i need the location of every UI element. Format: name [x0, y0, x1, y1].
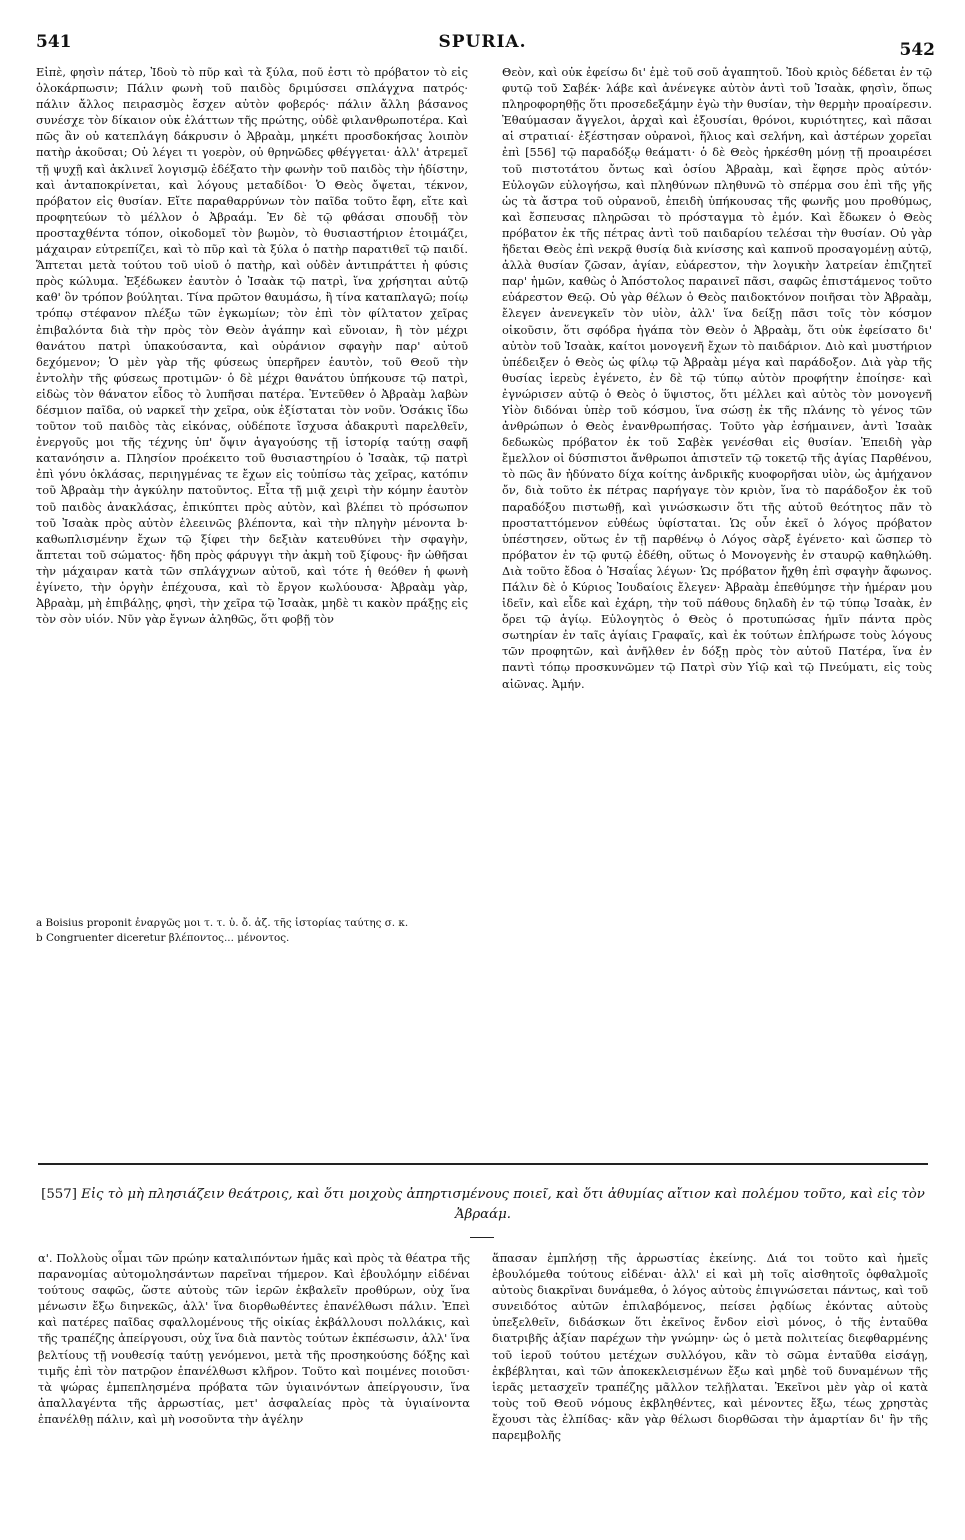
section-heading	[38, 1185, 928, 1225]
page-number-right: 542	[899, 40, 935, 60]
upper-left-text: Εἰπὲ, φησὶν πάτερ, Ἰδοὺ τὸ πῦρ καὶ τὰ ξύλα, ποῦ ἐστι τὸ πρόβατον τὸ εἰς ὁλοκάρπωσιν; Πάλιν φωνὴ τοῦ παιδὸς δριμύσσει σπλάγχνα πατρός· πάλιν ἄλλος πειρασμὸς ἔσχεν αὐτὸν φοβερός· πάλιν ἄλλη βάσανος συνέσχε τὸν δίκαιον οὐκ ἐλάττων τῆς πρώτης, οὐδὲ φιλανθρωποτέρα. Καὶ πῶς ἂν οὐ κατεπλάγη δάκρυσιν ὁ Ἀβραὰμ, μηκέτι προσδοκήσας λοιπὸν πατὴρ ἀκοῦσαι; Οὐ λέγει τι γοερὸν, οὐ θρηνῶδες φθέγγεται· ἀλλ' ἀτρεμεῖ τῇ ψυχῇ καὶ ἀκλινεῖ λογισμῷ ἐδέξατο τὴν φωνὴν τοῦ παιδὸς τὴν ἡδίστην, καὶ ἀνταποκρίνεται, καὶ λόγους μεταδίδοι· Ὁ Θεὸς ὄψεται, τέκνον, πρόβατον εἰς θυσίαν. Εἴτε παραθαρρύνων τὸν παῖδα τοῦτο ἔφη, εἴτε καὶ προφητεύων τὸ μέλλον ὁ Ἀβραάμ. Ἐν δὲ τῷ φθάσαι σπουδῇ τὸν προσταχθέντα τόπον, οἰκοδομεῖ τὸν βωμὸν, τὸ θυσιαστήριον ἑτοιμάζει, μάχαιραν εὐτρεπίζει, καὶ τὸ πῦρ καὶ τὰ ξύλα ὁ πατὴρ παρατιθεῖ τῷ παιδί. Ἅπτεται μετὰ τούτου τοῦ υἱοῦ ὁ πατὴρ, καὶ οὐδὲν ἀντιπράττει ἡ φύσις πρὸς κώλυμα. Ἐξέδωκεν ἑαυτὸν ὁ Ἰσαὰκ τῷ πατρὶ, ἵνα χρήσηται αὐτῷ καθ' ὃν τρόπον βούληται. Τίνα πρῶτον θαυμάσω, ἢ τίνα καταπλαγῶ; ποίῳ τρόπῳ στέφανον πλέξω τῶν ἐγκωμίων; τὸν ἐπὶ τὸν φίλτατον χεῖρας ἐπιβαλόντα διὰ τὴν πρὸς τὸν Θεὸν ἀγάπην καὶ εὔνοιαν, ἢ τὸν μέχρι θανάτου πατρὶ ὑπακούσαντα, καὶ οὐράνιον σφαγὴν παρ' αὐτοῦ δεχόμενον; Ὁ μὲν γὰρ τῆς φύσεως ὑπερῆρεν ἑαυτὸν, τοῦ Θεοῦ τὴν ἐντολὴν τῆς φύσεως προτιμῶν· ὁ δὲ μέχρι θανάτου ὑπήκουσε τῷ πατρὶ, εἰδὼς τὸν θάνατον εἶδος τὸ λυπῆσαι πατέρα. Ἐντεῦθεν ὁ Ἀβραὰμ λαβὼν δέσμιον παῖδα, οὐ ναρκεῖ τὴν χεῖρα, οὐκ ἐξίσταται τὸν νοῦν. Ὁσάκις ἴδω τοῦτον τοῦ παιδὸς τὰς εἰκόνας, οὐδέποτε ἴσχυσα ἀδακρυτὶ παρελθεῖν, ἐνεργοῦς μοι τῆς τέχνης ὑπ' ὄψιν ἀγαγούσης τῇ ἱστορίᾳ ταύτῃ σαφῆ κατανόησιν a. Πλησίον προέκειτο τοῦ θυσιαστηρίου ὁ Ἰσαὰκ, τῷ πατρὶ ἐπὶ γόνυ ὀκλάσας, περιηγμένας τε ἔχων εἰς τοὐπίσω τὰς χεῖρας, κατόπιν τοῦ Ἀβραὰμ τὴν ἀγκύλην πατοῦντος. Εἶτα τῇ μιᾷ χειρὶ τὴν κόμην ἑαυτὸν τοῦ παιδὸς ἀνακλάσας, ἐπικύπτει πρὸς αὐτὸν, καὶ βλέπει τὸ πρόσωπον τοῦ Ἰσαὰκ πρὸς αὐτὸν ἐλεεινῶς βλέποντα, καὶ τὴν πληγὴν μένοντα b· καθωπλισμένην ἔχων τῷ ξίφει τὴν δεξιὰν κατευθύνει τὴν σφαγὴν, ἅπτεται τοῦ σώματος· ἤδη πρὸς φάρυγγι τὴν ἀκμὴ τοῦ ξίφους· ἣν ὠθῆσαι τὴν μάχαιραν κατὰ τῶν σπλάγχνων αὐτοῦ, καὶ τότε ἡ θεόθεν ἡ φωνὴ ἐγίνετο, τὴν ὀργὴν ἐπέχουσα, καὶ τὸ ἔργον κωλύουσα· Ἀβραὰμ γὰρ, Ἀβραὰμ, μὴ ἐπιβάλῃς, φησὶ, τὴν χεῖρα τῷ Ἰσαὰκ, μηδὲ τι κακὸν πράξῃς εἰς τὸν σὸν υἱόν. Νῦν γὰρ ἔγνων ἀληθῶς, ὅτι φοβῇ τὸν	[36, 65, 468, 627]
section-title-text: Εἰς τὸ μὴ πλησιάζειν θεάτροις, καὶ ὅτι μοιχοὺς ἀπηρτισμένους ποιεῖ, καὶ ὅτι ἀθυμίας αἴτιον καὶ πολέμου τοῦτο, καὶ εἰς τὸν Ἀβραάμ.	[81, 1187, 925, 1222]
lower-left-text: α'. Πολλοὺς οἶμαι τῶν πρώην καταλιπόντων ἡμᾶς καὶ πρὸς τὰ θέατρα τῆς παρανομίας αὐτομολησάντων παρεῖναι τήμερον. Καὶ ἐβουλόμην εἰδέναι τούτους σαφῶς, ὥστε αὐτοὺς τῶν ἱερῶν ἐκβαλεῖν προθύρων, οὐχ ἵνα μένωσιν ἔξω διηνεκῶς, ἀλλ' ἵνα διορθωθέντες ἐπανέλθωσι πάλιν. Ἐπεὶ καὶ πατέρες παῖδας σφαλλομένους τῆς οἰκίας ἐκβάλλουσι πολλάκις, καὶ τῆς τραπέζης ἀπείργουσι, οὐχ ἵνα διὰ παντὸς τούτων ἐκπέσωσιν, ἀλλ' ἵνα βελτίους τῇ νουθεσίᾳ ταύτῃ γενόμενοι, μετὰ τῆς προσηκούσης δόξης καὶ τιμῆς ἐπὶ τὸν πατρῷον ἐπανέλθωσι κλῆρον. Τοῦτο καὶ ποιμένες ποιοῦσι· τὰ ψώρας ἐμπεπλησμένα πρόβατα τῶν ὑγιαινόντων ἀπείργουσιν, ἵνα ἀπαλλαγέντα τῆς ἀρρωστίας, μετ' ἀσφαλείας πρὸς τὰ ὑγιαίνοντα ἐπανέλθῃ πάλιν, καὶ μὴ νοσοῦντα τὴν ἀγέλην	[38, 1251, 470, 1426]
page-number-left: 541	[36, 32, 72, 52]
upper-left-column	[36, 64, 468, 910]
lower-right-column	[492, 1250, 928, 1535]
footnote-b: b Congruenter diceretur βλέποντος... μένοντος.	[36, 931, 290, 944]
footnotes	[36, 916, 468, 976]
lower-left-column	[38, 1250, 470, 1535]
heading-underline	[470, 1237, 494, 1238]
lower-right-text: ἅπασαν ἐμπλήσῃ τῆς ἀρρωστίας ἐκείνης. Διά τοι τοῦτο καὶ ἡμεῖς ἐβουλόμεθα τούτους εἰδέναι· ἀλλ' εἰ καὶ μὴ τοῖς αἰσθητοῖς ὀφθαλμοῖς αὐτοὺς διακρῖναι δυνάμεθα, ὁ λόγος αὐτοὺς ἐπιγνώσεται πάντως, καὶ τοῦ συνειδότος αὐτῶν ἐπιλαβόμενος, πείσει ῥᾳδίως ἐκόντας αὐτοὺς ὑπεξελθεῖν, διδάσκων ὅτι ἐκεῖνος ἔνδον εἰσὶ μόνος, ὁ τῆς ἐνταῦθα διατριβῆς ἀξίαν παρέχων τὴν γνώμην· ὡς ὁ μετὰ πολιτείας διεφθαρμένης τοῦ ἱεροῦ τούτου μετέχων συλλόγου, κἂν τὸ σῶμα ἐνταῦθα εἰσάγῃ, ἐκβέβληται, καὶ τῶν ἀποκεκλεισμένων ἔξω καὶ μηδὲ τοῦ δυναμένων τῆς ἱερᾶς μετασχεῖν τραπέζης μᾶλλον τελῇλαται. Ἐκεῖνοι μὲν γὰρ οἱ κατὰ τοὺς τοῦ Θεοῦ νόμους ἐκβληθέντες, καὶ μένοντες ἔξω, τέως χρηστὰς ἔχουσι τὰς ἐλπίδας· κἂν γὰρ θέλωσι διορθῶσαι τὴν ἁμαρτίαν δι' ἣν τῆς παρεμβολῆς	[492, 1251, 928, 1443]
page-header	[0, 0, 965, 60]
running-title: SPURIA.	[438, 32, 527, 52]
footnote-a: a Boisius proponit ἐναργῶς μοι τ. τ. ὑ. ὄ. ἀζ. τῆς ἱστορίας ταύτης σ. κ.	[36, 917, 409, 929]
upper-right-text: Θεὸν, καὶ οὐκ ἐφείσω δι' ἐμὲ τοῦ σοῦ ἀγαπητοῦ. Ἰδοὺ κριὸς δέδεται ἐν τῷ φυτῷ τοῦ Σαβέκ· λάβε καὶ ἀνένεγκε αὐτὸν ἀντὶ τοῦ Ἰσαὰκ, φησὶν, ὅπως πληροφορηθῇς ὅτι προσεδεξάμην ἐγὼ τὴν θυσίαν, τὴν θερμὴν προαίρεσιν. Ἐθαύμασαν ἄγγελοι, ἀρχαὶ καὶ ἐξουσίαι, θρόνοι, κυριότητες, καὶ πᾶσαι αἱ στρατιαί· ἐξέστησαν οὐρανοὶ, ἥλιος καὶ σελήνη, καὶ ἀστέρων χορεῖαι ἐπὶ [556] τῷ παραδόξῳ θεάματι· ὁ δὲ Θεὸς ἠρκέσθη μόνῃ τῇ προαιρέσει τοῦ πιστοτάτου ὄντως καὶ ὁσίου Ἀβραὰμ, καὶ ἔφησε πρὸς αὐτόν· Εὐλογῶν εὐλογήσω, καὶ πληθύνων πληθυνῶ τὸ σπέρμα σου ἐπὶ τῆς γῆς ὡς τὰ ἄστρα τοῦ οὐρανοῦ, ἐπειδὴ ὑπήκουσας τῆς φωνῆς μου προθύμως, καὶ ἔσπευσας πληρῶσαι τὸ πρόσταγμα τὸ ἐμόν. Καὶ ἔδωκεν ὁ Θεὸς πρόβατον ἐκ τῆς πέτρας ἀντὶ τοῦ παιδαρίου τελέσαι τὴν θυσίαν. Οὐ γὰρ ἥδεται Θεὸς ἐπὶ νεκρᾷ θυσίᾳ διὰ κνίσσης καὶ καπνοῦ προσαγομένῃ αὐτῷ, ἀλλὰ θυσίαν ζῶσαν, ἁγίαν, εὐάρεστον, τὴν λογικὴν λατρείαν ἐπιζητεῖ παρ' ἡμῶν, καθὼς ὁ Ἀπόστολος παραινεῖ πᾶσι, σαφῶς ἐπιστάμενος τοῦτο εὐάρεστον Θεῷ. Οὐ γὰρ θέλων ὁ Θεὸς παιδοκτόνον ποιῆσαι τὸν Ἀβραὰμ, ἔλεγεν ἀνενεγκεῖν τὸν υἱὸν, ἀλλ' ἵνα δείξῃ πᾶσι τοῖς τὸν κόσμον οἰκοῦσιν, ὅτι σφόδρα ἠγάπα τὸν Θεὸν ὁ Ἀβραὰμ, ὅτι οὐκ ἐφείσατο δι' αὐτὸν τοῦ Ἰσαὰκ, καίτοι μονογενῆ ἔχων τὸ παιδάριον. Διὸ καὶ μυστήριον ὑπέδειξεν ὁ Θεὸς ὡς φίλῳ τῷ Ἀβραὰμ μέγα καὶ παράδοξον. Διὰ γὰρ τῆς θυσίας ἱερεὺς ἐγένετο, ἐν δὲ τῷ τύπῳ αὐτὸν προφήτην ἐποίησε· καὶ ἐγνώρισεν αὐτῷ ὁ Θεὸς ὁ ὕψιστος, ὅτι μέλλει καὶ αὐτὸς τὸν μονογενῆ Υἱὸν διδόναι ὑπὲρ τοῦ κόσμου, ἵνα σώσῃ ἐκ τῆς πλάνης τὸ γένος τῶν ἀνθρώπων ὁ Θεὸς ἐνανθρωπήσας. Τοῦτο γὰρ ἐσήμαινεν, ἀντὶ Ἰσαὰκ δεδωκὼς πρόβατον ἐκ τοῦ Σαβὲκ γενέσθαι εἰς θυσίαν. Ἐπειδὴ γὰρ ἔμελλον οἱ δύσπιστοι ἄνθρωποι ἀπιστεῖν τῷ τοκετῷ τῆς ἁγίας Παρθένου, τὸ πῶς ἂν ἠδύνατο δίχα κοίτης ἀνδρικῆς κυοφορῆσαι υἱὸν, ὡς ἀμήχανον ὄν, διὰ τοῦτο ἐκ πέτρας παρήγαγε τὸν κριὸν, ἵνα τὸ παράδοξον ἐκ τοῦ παραδόξου πιστωθῇ, καὶ γινώσκωσιν ὅτι τῆς αὐτοῦ θεότητος πᾶν τὸ προσταττόμενον εὐθέως ὑφίσταται. Ὡς οὖν ἐκεῖ ὁ λόγος πρόβατον ὑπέστησεν, οὕτως ἐν τῇ παρθένῳ ὁ Λόγος σὰρξ ἐγένετο· καὶ ὥσπερ τὸ πρόβατον ἐν τῷ φυτῷ ἐδέθη, οὕτως ὁ Μονογενὴς ἐν σταυρῷ καθηλώθη. Διὰ τοῦτο ἔδοα ὁ Ἡσαΐας λέγων· Ὡς πρόβατον ἤχθη ἐπὶ σφαγὴν ἄφωνος. Πάλιν δὲ ὁ Κύριος Ἰουδαίοις ἔλεγεν· Ἀβραὰμ ἐπεθύμησε τὴν ἡμέραν μου ἰδεῖν, καὶ εἶδε καὶ ἐχάρη, τὴν τοῦ πάθους δηλαδὴ ἐν τῷ τύπῳ Ἰσαὰκ, ἐν ὄρει τῷ ἁγίῳ. Εὐλογητὸς ὁ Θεὸς ὁ προτυπώσας ἡμῖν πάντα πρὸς σωτηρίαν ἐν ταῖς ἁγίαις Γραφαῖς, καὶ ἐκ τούτων ἐπλήρωσε τοὺς λόγους τῶν προφητῶν, καὶ ἀνῆλθεν ἐν δόξῃ πρὸς τὸν αὐτοῦ Πατέρα, ἵνα ἐν παντὶ τόπῳ προσκυνῶμεν τῷ Πατρὶ σὺν Υἱῷ καὶ τῷ Πνεύματι, εἰς τοὺς αἰῶνας. Ἀμήν.	[502, 65, 932, 691]
section-divider	[38, 1163, 928, 1165]
column-reference: [557]	[41, 1187, 77, 1202]
upper-right-column	[502, 64, 932, 910]
